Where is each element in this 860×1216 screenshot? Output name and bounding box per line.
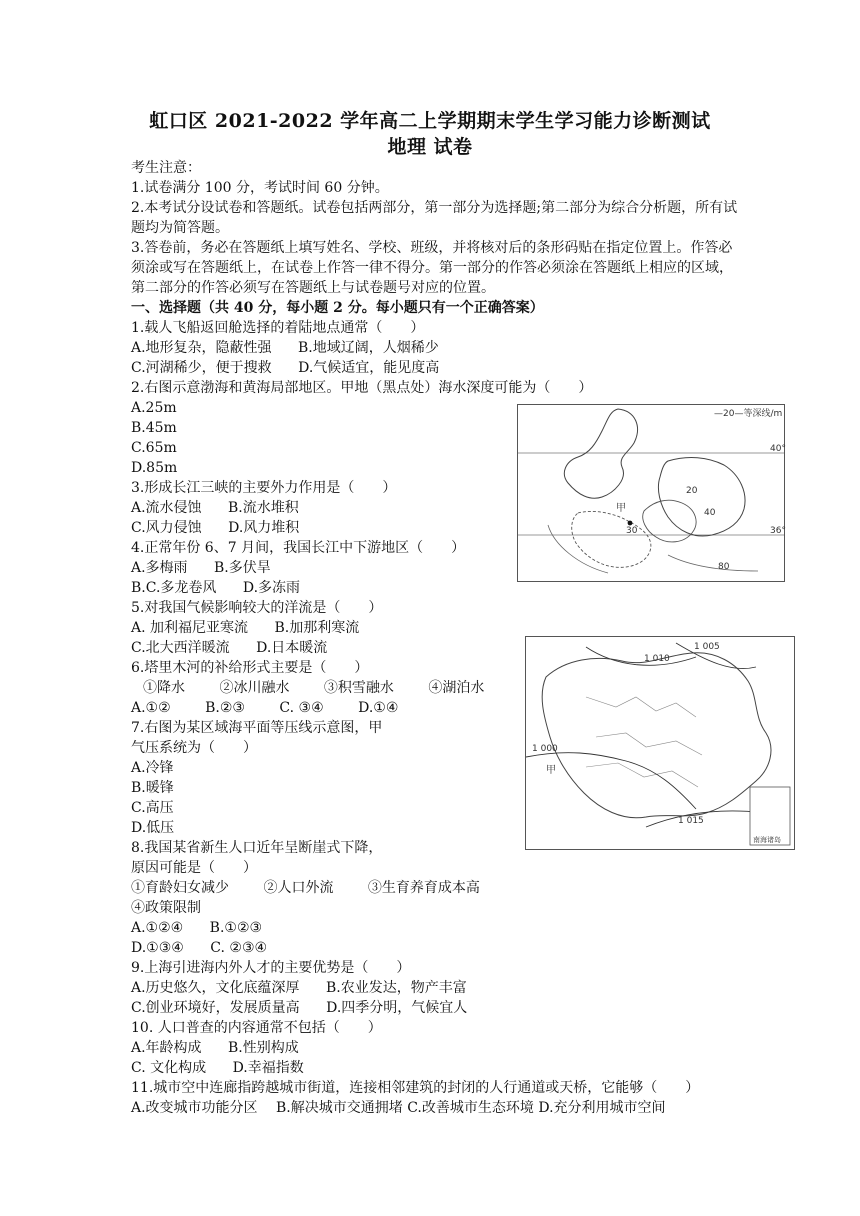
item-3: ③积雪融水 [323,680,394,696]
option-d: D.充分利用城市空间 [538,1100,666,1116]
option-d: D.低压 [131,820,175,836]
option-a: A.冷锋 [131,760,174,776]
option-a: A.流水侵蚀 [131,500,202,516]
option-b: B.加那利寒流 [274,620,360,636]
isobar-label-1005: 1 005 [694,642,720,652]
question-9-options-row-1 [131,978,741,998]
option-b: B.解决城市交通拥堵 [276,1100,403,1116]
notice-heading: 考生注意： [131,160,201,176]
notice-item-1: 1.试卷满分 100 分，考试时间 60 分钟。 [131,180,389,196]
china-outline [542,653,771,818]
isobar-label-1000: 1 000 [532,744,558,754]
option-d: D.①④ [358,700,399,716]
option-c: C.河湖稀少，便于搜救 [131,360,272,376]
bohai-map-figure [518,405,784,581]
option-c: C.高压 [131,800,174,816]
question-8-stem-2: 原因可能是（ ） [131,860,257,876]
depth-legend: —20—等深线/m [714,409,783,419]
bohai-yellow-sea-map [517,404,785,582]
isobar-label-1010: 1 010 [644,654,670,664]
option-b: B.暖锋 [131,780,174,796]
option-c: C.65m [131,440,177,456]
province-borders [586,697,702,787]
exam-subtitle: 地理 试卷 [387,136,473,158]
option-b: B.性别构成 [228,1040,299,1056]
option-c: C. 文化构成 [131,1060,207,1076]
question-1-stem: 1.载人飞船返回舱选择的着陆地点通常（ ） [131,320,425,336]
depth-contour-40 [643,500,696,542]
question-10-options-row-1 [131,1038,741,1058]
item-1: ①降水 [143,680,185,696]
contour-label-20: 20 [686,486,698,496]
option-a: A.改变城市功能分区 [131,1100,258,1116]
option-a: A.多梅雨 [131,560,188,576]
point-jia-label: 甲 [546,765,556,776]
question-5-options-row-1 [131,618,741,638]
item-3: ③生育养育成本高 [367,880,480,896]
option-c: C.北大西洋暖流 [131,640,230,656]
question-1-options-row-2 [131,358,741,378]
item-1: ①育龄妇女减少 [131,880,229,896]
isobar-map-figure [526,637,794,849]
option-b: B.流水堆积 [228,500,299,516]
question-8-options-row-2 [131,938,741,958]
question-8-items [131,878,741,898]
option-a: A. 加利福尼亚寒流 [131,620,249,636]
question-7-stem-2: 气压系统为（ ） [131,740,257,756]
option-d: D.四季分明，气候宜人 [326,1000,468,1016]
question-1-options-row-1 [131,338,741,358]
option-b: B.①②③ [209,920,263,936]
question-11-stem: 11.城市空中连廊指跨越城市街道，连接相邻建筑的封闭的人行通道或天桥，它能够（ ） [131,1080,700,1096]
question-11-options [131,1098,741,1118]
contour-label-30: 30 [626,526,638,536]
option-a: A.历史悠久，文化底蕴深厚 [131,980,300,996]
item-4: ④湖泊水 [428,680,485,696]
option-d: C. ②③④ [210,940,268,956]
option-d: D.风力堆积 [228,520,300,536]
option-d: D.85m [131,460,178,476]
bay-coastline [658,458,745,537]
option-d: D.日本暖流 [256,640,328,656]
question-7-stem-1: 7.右图为某区域海平面等压线示意图，甲 [131,720,383,736]
option-a: A.地形复杂，隐蔽性强 [131,340,272,356]
option-d: D.气候适宜，能见度高 [298,360,440,376]
section-1-heading: 一、选择题（共 40 分，每小题 2 分。每小题只有一个正确答案） [131,300,544,316]
option-b: B.45m [131,420,177,436]
liaodong-coastline [564,409,637,498]
china-isobar-map [525,636,795,850]
option-d: D.多冻雨 [242,580,301,596]
option-a: A.①②④ [131,920,184,936]
option-c: B.C.多龙卷风 [131,580,217,596]
option-a: A.25m [131,400,177,416]
option-b: B.地域辽阔，人烟稀少 [298,340,439,356]
item-4: ④政策限制 [131,900,201,916]
notice-item-3: 3.答卷前，务必在答题纸上填写姓名、学校、班级，并将核对后的条形码贴在指定位置上。作答必须涂或写在答题纸上，在试卷上作答一律不得分。第一部分的作答必须涂在答题纸上相应的区域，第二部分的作答必须写在答题纸上与试卷题号对应的位置。 [131,240,733,296]
question-10-stem: 10. 人口普查的内容通常不包括（ ） [131,1020,382,1036]
isobar-label-1015: 1 015 [678,816,704,826]
question-2-stem: 2.右图示意渤海和黄海局部地区。甲地（黑点处）海水深度可能为（ ） [131,380,593,396]
item-2: ②冰川融水 [219,680,290,696]
question-3-stem: 3.形成长江三峡的主要外力作用是（ ） [131,480,397,496]
latitude-label-bottom: 36° [770,526,786,536]
option-b: B.②③ [205,700,245,716]
option-c: C.风力侵蚀 [131,520,202,536]
option-c: C. ③④ [279,700,324,716]
exam-title: 虹口区 2021-2022 学年高二上学期期末学生学习能力诊断测试 [149,110,711,132]
question-9-options-row-2 [131,998,741,1018]
question-5-stem: 5.对我国气候影响较大的洋流是（ ） [131,600,383,616]
question-8-stem-1: 8.我国某省新生人口近年呈断崖式下降， [131,840,383,856]
isobar-1000 [526,753,696,809]
point-jia-label: 甲 [616,503,626,514]
contour-label-80: 80 [718,562,730,572]
item-2: ②人口外流 [263,880,334,896]
option-a: A.①② [131,700,171,716]
option-c: C.改善城市生态环境 [407,1100,534,1116]
option-b: B.农业发达，物产丰富 [326,980,467,996]
option-b: B.多伏旱 [214,560,271,576]
contour-label-40: 40 [704,508,716,518]
option-a: A.年龄构成 [131,1040,202,1056]
option-c: C.创业环境好，发展质量高 [131,1000,300,1016]
question-10-options-row-2 [131,1058,741,1078]
inset-label: 南海诸岛 [753,836,781,844]
depth-contour-20 [572,511,651,567]
notice-item-2: 2.本考试分设试卷和答题纸。试卷包括两部分，第一部分为选择题;第二部分为综合分析题，所有试题均为简答题。 [131,200,738,236]
latitude-label-top: 40° [770,444,786,454]
point-jia-marker [628,521,633,526]
option-c: D.①③④ [131,940,184,956]
question-9-stem: 9.上海引进海内外人才的主要优势是（ ） [131,960,411,976]
question-8-options-row-1 [131,918,741,938]
question-6-stem: 6.塔里木河的补给形式主要是（ ） [131,660,369,676]
option-d: D.幸福指数 [232,1060,304,1076]
question-4-stem: 4.正常年份 6、7 月间，我国长江中下游地区（ ） [131,540,466,556]
